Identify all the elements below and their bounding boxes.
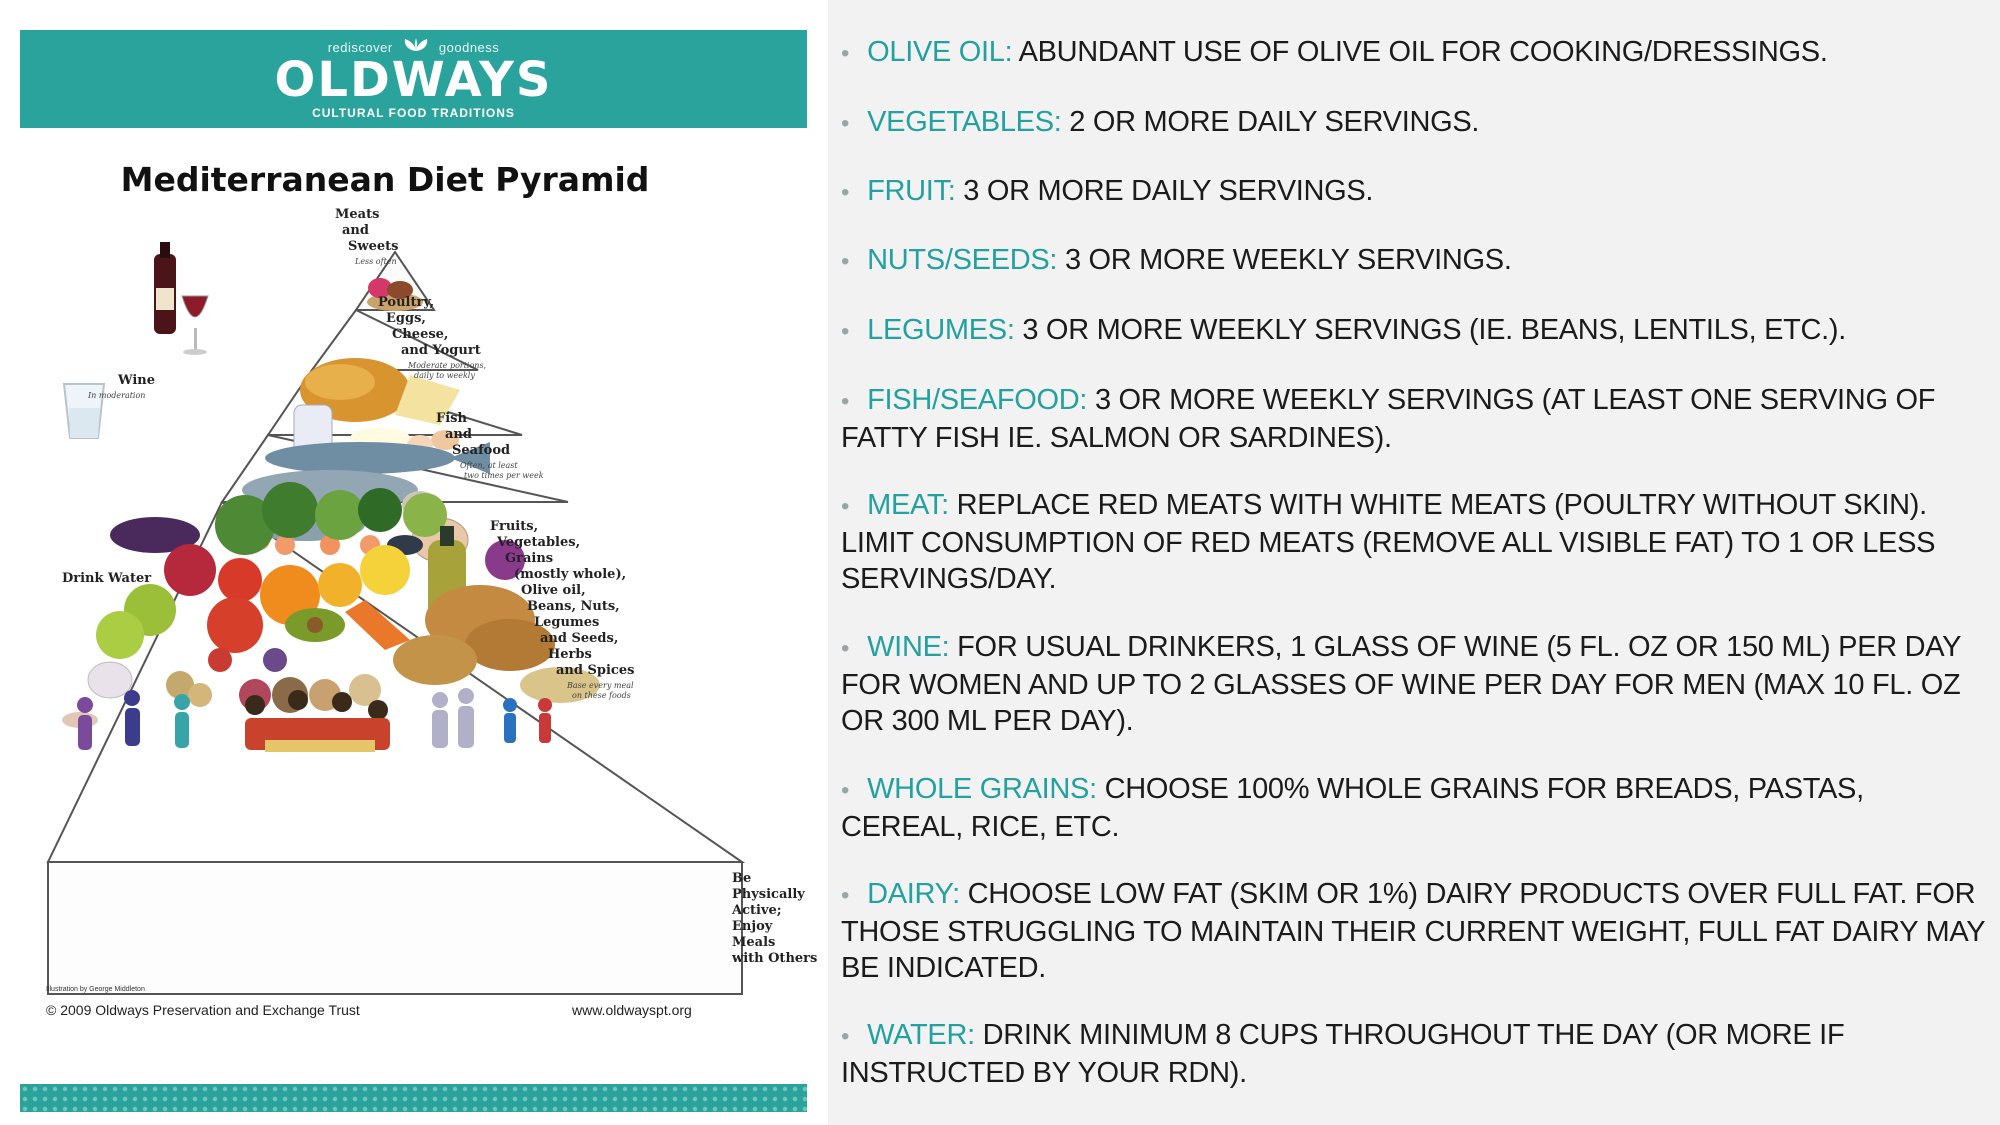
guideline-nuts-seeds [841,242,1991,280]
guideline-olive-oil [841,34,1991,72]
brand-header [20,30,807,128]
pyramid-panel [0,0,828,1125]
tier4-label: Fruits, Vegetables, Grains (mostly whole), Olive oil, Beans, Nuts, Legumes and Seeds, Herbs and Spices [490,519,635,678]
tier1-note: Less often [355,257,397,266]
illustration-credit: Illustration by George Middleton [46,986,145,993]
bullet-icon: • [841,248,850,275]
water-label: Drink Water [62,571,152,586]
bullet-icon: • [841,179,850,206]
tier1-label: Meats and Sweets [335,207,399,254]
pyramid-illustration [40,207,818,1000]
base-tier-label: Be Physically Active; Enjoy Meals with Others [732,871,818,966]
guideline-dairy [841,876,1991,986]
guideline-text: CHOOSE LOW FAT (SKIM OR 1%) DAIRY PRODUCTS OVER FULL FAT. FOR THOSE STRUGGLING TO MAINTAIN THEIR CURRENT WEIGHT, FULL FAT DAIRY MAY BE INDICATED. [841,878,1985,984]
guideline-term: FISH/SEAFOOD: [867,384,1088,416]
leaf-logo-icon [401,38,431,52]
tier3-label: Fish and Seafood [436,411,511,458]
footer-band [20,1084,807,1112]
guideline-text: DRINK MINIMUM 8 CUPS THROUGHOUT THE DAY (OR MORE IF INSTRUCTED BY YOUR RDN). [841,1019,1845,1089]
guidelines-panel [828,0,2000,1125]
wine-art [154,242,208,355]
guideline-term: WATER: [867,1019,975,1051]
guideline-meat [841,487,1991,597]
bullet-icon: • [841,493,850,520]
guideline-term: FRUIT: [867,175,956,207]
wine-label: Wine [118,373,156,388]
guideline-text: CHOOSE 100% WHOLE GRAINS FOR BREADS, PASTAS, CEREAL, RICE, ETC. [841,773,1864,843]
guideline-term: VEGETABLES: [867,106,1062,138]
tier2-label: Poultry, Eggs, Cheese, and Yogurt [378,295,481,358]
guideline-term: WHOLE GRAINS: [867,773,1097,805]
guideline-term: MEAT: [867,489,949,521]
guideline-text: 3 OR MORE DAILY SERVINGS. [955,175,1374,207]
guideline-text: REPLACE RED MEATS WITH WHITE MEATS (POULTRY WITHOUT SKIN). LIMIT CONSUMPTION OF RED MEATS (REMOVE ALL VISIBLE FAT) TO 1 OR LESS SERVINGS/DAY. [841,489,1936,595]
guideline-text: 3 OR MORE WEEKLY SERVINGS (AT LEAST ONE SERVING OF FATTY FISH IE. SALMON OR SARDINES). [841,384,1936,454]
guideline-water [841,1017,1991,1091]
pyramid-title: Mediterranean Diet Pyramid [120,160,650,199]
guideline-term: DAIRY: [867,878,960,910]
guideline-text: ABUNDANT USE OF OLIVE OIL FOR COOKING/DRESSINGS. [1012,36,1828,68]
bullet-icon: • [841,1023,850,1050]
brand-name: OLDWAYS [274,52,553,108]
guideline-fruit [841,173,1991,211]
copyright-text: © 2009 Oldways Preservation and Exchange Trust [46,1002,360,1018]
bullet-icon: • [841,777,850,804]
guideline-text: 2 OR MORE DAILY SERVINGS. [1061,106,1480,138]
bullet-icon: • [841,882,850,909]
guideline-text: 3 OR MORE WEEKLY SERVINGS (IE. BEANS, LENTILS, ETC.). [1014,314,1847,346]
guideline-term: WINE: [867,631,950,663]
tier2-note: Moderate portions, daily to weekly [408,361,487,380]
guideline-legumes [841,312,1991,350]
website-text: www.oldwayspt.org [572,1002,692,1018]
tagline-right: goodness [438,40,500,55]
guideline-text: FOR USUAL DRINKERS, 1 GLASS OF WINE (5 FL. OZ OR 150 ML) PER DAY FOR WOMEN AND UP TO 2 GLASSES OF WINE PER DAY FOR MEN (MAX 10 FL. OZ OR 300 ML PER DAY). [841,631,1961,737]
bullet-icon: • [841,110,850,137]
guideline-vegetables [841,104,1991,142]
bullet-icon: • [841,318,850,345]
bullet-icon: • [841,635,850,662]
guideline-term: NUTS/SEEDS: [867,244,1058,276]
guideline-term: OLIVE OIL: [867,36,1013,68]
bullet-icon: • [841,40,850,67]
guideline-fish-seafood [841,382,1991,456]
bullet-icon: • [841,388,850,415]
tier3-note: Often, at least two times per week [460,461,544,480]
guideline-text: 3 OR MORE WEEKLY SERVINGS. [1057,244,1512,276]
guideline-whole-grains [841,771,1991,845]
brand-subtitle: CULTURAL FOOD TRADITIONS [312,106,515,120]
wine-note: In moderation [88,391,146,400]
tagline-left: rediscover [327,40,393,55]
tier4-note: Base every meal on these foods [567,681,634,700]
guideline-term: LEGUMES: [867,314,1015,346]
guideline-wine [841,629,1991,739]
